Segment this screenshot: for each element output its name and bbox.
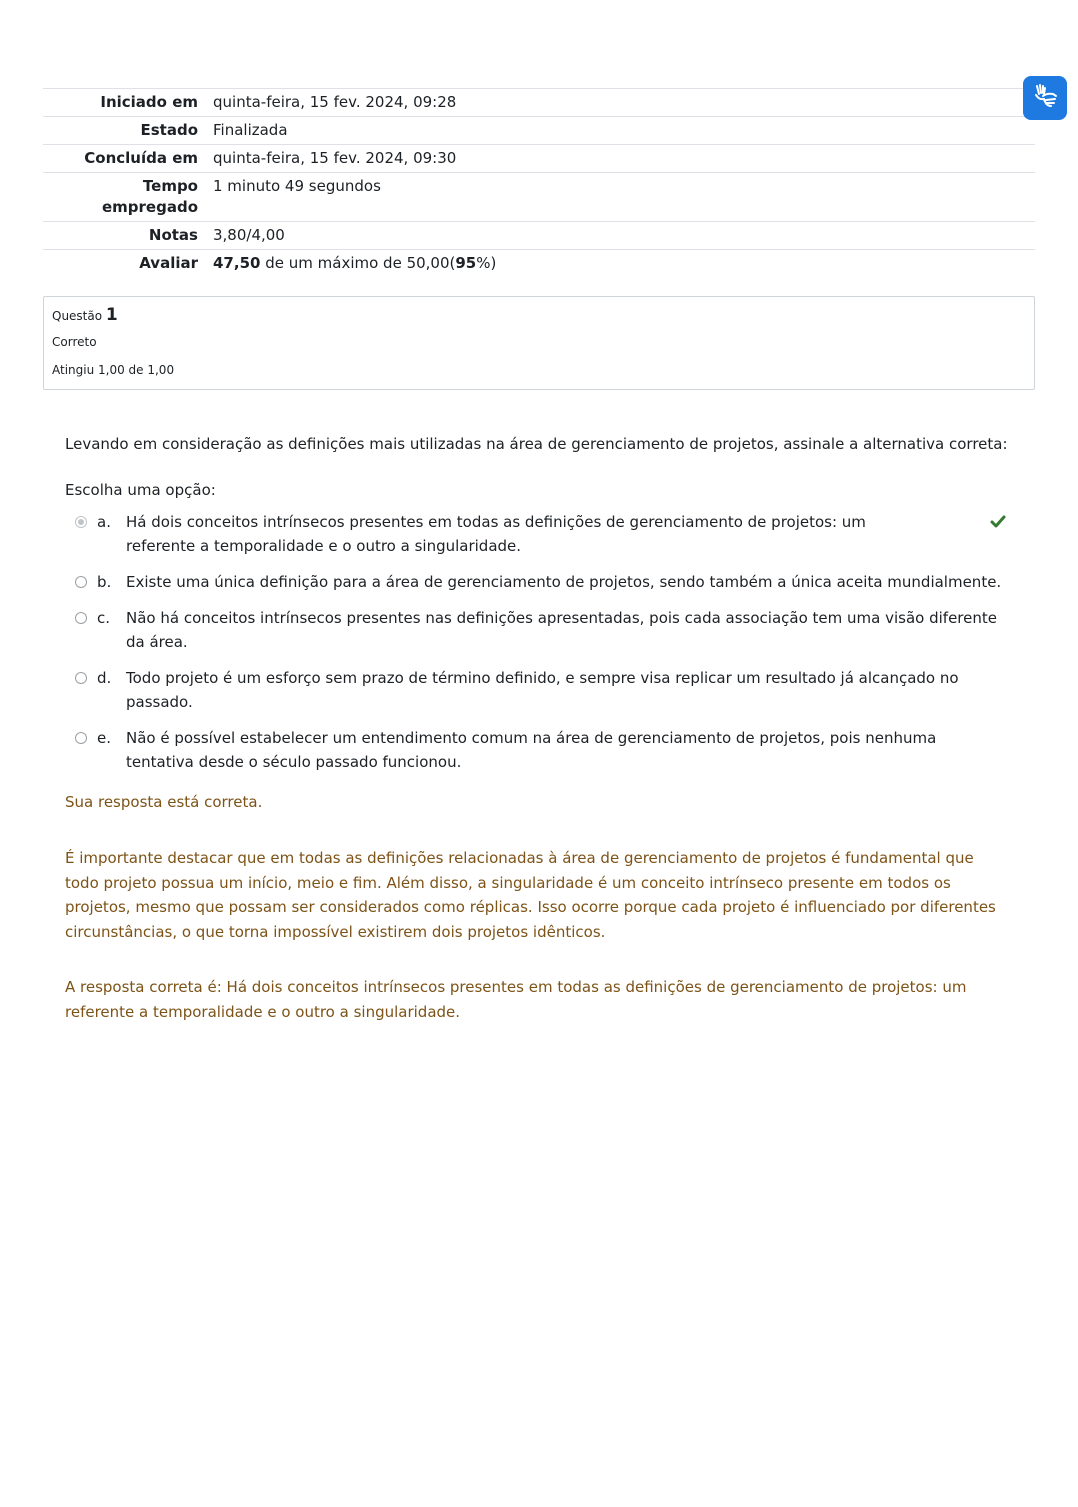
check-icon bbox=[990, 512, 1006, 536]
summary-label: Estado bbox=[43, 117, 213, 145]
answer-prompt: Escolha uma opção: bbox=[65, 481, 216, 499]
question-state: Correto bbox=[52, 335, 97, 349]
question-text: Levando em consideração as definições mais utilizadas na área de gerenciamento de projetos, assinale a alternativa correta: bbox=[65, 435, 1008, 453]
summary-row-time-taken bbox=[43, 173, 1035, 222]
question-number bbox=[52, 305, 118, 325]
radio-selected[interactable] bbox=[75, 516, 87, 528]
option-letter: e. bbox=[97, 729, 111, 747]
summary-value: 1 minuto 49 segundos bbox=[213, 173, 1035, 222]
question-number-value: 1 bbox=[105, 305, 118, 325]
grade-score: 47,50 bbox=[213, 254, 261, 272]
feedback-result: Sua resposta está correta. bbox=[65, 793, 263, 811]
summary-row-state bbox=[43, 117, 1035, 145]
option-text: Não é possível estabelecer um entendimento comum na área de gerenciamento de projetos, pois nenhuma tentativa desde o século passado funcionou. bbox=[126, 729, 937, 771]
answer-option-b[interactable] bbox=[72, 570, 1012, 594]
option-text: Há dois conceitos intrínsecos presentes em todas as definições de gerenciamento de projetos: um referente a temporalidade e o outro a singularidade. bbox=[126, 513, 866, 555]
question-info-box bbox=[43, 296, 1035, 390]
option-letter: c. bbox=[97, 609, 111, 627]
summary-label: Tempo empregado bbox=[43, 173, 213, 222]
option-text: Não há conceitos intrínsecos presentes nas definições apresentadas, pois cada associação tem uma visão diferente da área. bbox=[126, 609, 997, 651]
feedback-correct-answer: A resposta correta é: Há dois conceitos intrínsecos presentes em todas as definições de gerenciamento de projetos: um referente a temporalidade e o outro a singularidade. bbox=[65, 978, 967, 1021]
summary-label: Iniciado em bbox=[43, 89, 213, 117]
summary-value: quinta-feira, 15 fev. 2024, 09:28 bbox=[213, 89, 1035, 117]
option-letter: a. bbox=[97, 513, 111, 531]
feedback-explanation: É importante destacar que em todas as definições relacionadas à área de gerenciamento de projetos é fundamental que todo projeto possua um início, meio e fim. Além disso, a singularidade é um conceito intrínseco presente em todos os projetos, mesmo que possam ser considerados como réplicas. Isso ocorre porque cada projeto é influenciado por diferentes circunstâncias, o que torna impossível existirem dois projetos idênticos. bbox=[65, 849, 996, 941]
option-letter: b. bbox=[97, 573, 112, 591]
summary-row-started bbox=[43, 89, 1035, 117]
summary-grade-value bbox=[213, 250, 1035, 278]
radio-button[interactable] bbox=[75, 672, 87, 684]
summary-value: quinta-feira, 15 fev. 2024, 09:30 bbox=[213, 145, 1035, 173]
answer-options bbox=[72, 510, 1012, 786]
option-text: Todo projeto é um esforço sem prazo de término definido, e sempre visa replicar um resultado já alcançado no passado. bbox=[126, 669, 959, 711]
summary-row-marks bbox=[43, 222, 1035, 250]
vlibras-button[interactable] bbox=[1023, 76, 1067, 120]
summary-label: Avaliar bbox=[43, 250, 213, 278]
summary-label: Concluída em bbox=[43, 145, 213, 173]
summary-row-grade bbox=[43, 250, 1035, 278]
question-prefix: Questão bbox=[52, 309, 103, 323]
vlibras-hands-icon bbox=[1031, 82, 1059, 114]
radio-button[interactable] bbox=[75, 612, 87, 624]
grade-max: de um máximo de 50,00( bbox=[265, 254, 456, 272]
answer-option-d[interactable] bbox=[72, 666, 1012, 714]
summary-value: Finalizada bbox=[213, 117, 1035, 145]
summary-value: 3,80/4,00 bbox=[213, 222, 1035, 250]
option-letter: d. bbox=[97, 669, 112, 687]
grade-percent: 95 bbox=[455, 254, 477, 272]
answer-option-e[interactable] bbox=[72, 726, 1012, 774]
radio-button[interactable] bbox=[75, 732, 87, 744]
summary-label: Notas bbox=[43, 222, 213, 250]
summary-row-completed bbox=[43, 145, 1035, 173]
option-text: Existe uma única definição para a área de gerenciamento de projetos, sendo também a única aceita mundialmente. bbox=[126, 573, 1002, 591]
attempt-summary-table bbox=[43, 88, 1035, 277]
answer-option-c[interactable] bbox=[72, 606, 1012, 654]
answer-option-a[interactable] bbox=[72, 510, 1012, 558]
grade-percent-end: %) bbox=[476, 254, 497, 272]
question-grade: Atingiu 1,00 de 1,00 bbox=[52, 363, 175, 377]
radio-button[interactable] bbox=[75, 576, 87, 588]
